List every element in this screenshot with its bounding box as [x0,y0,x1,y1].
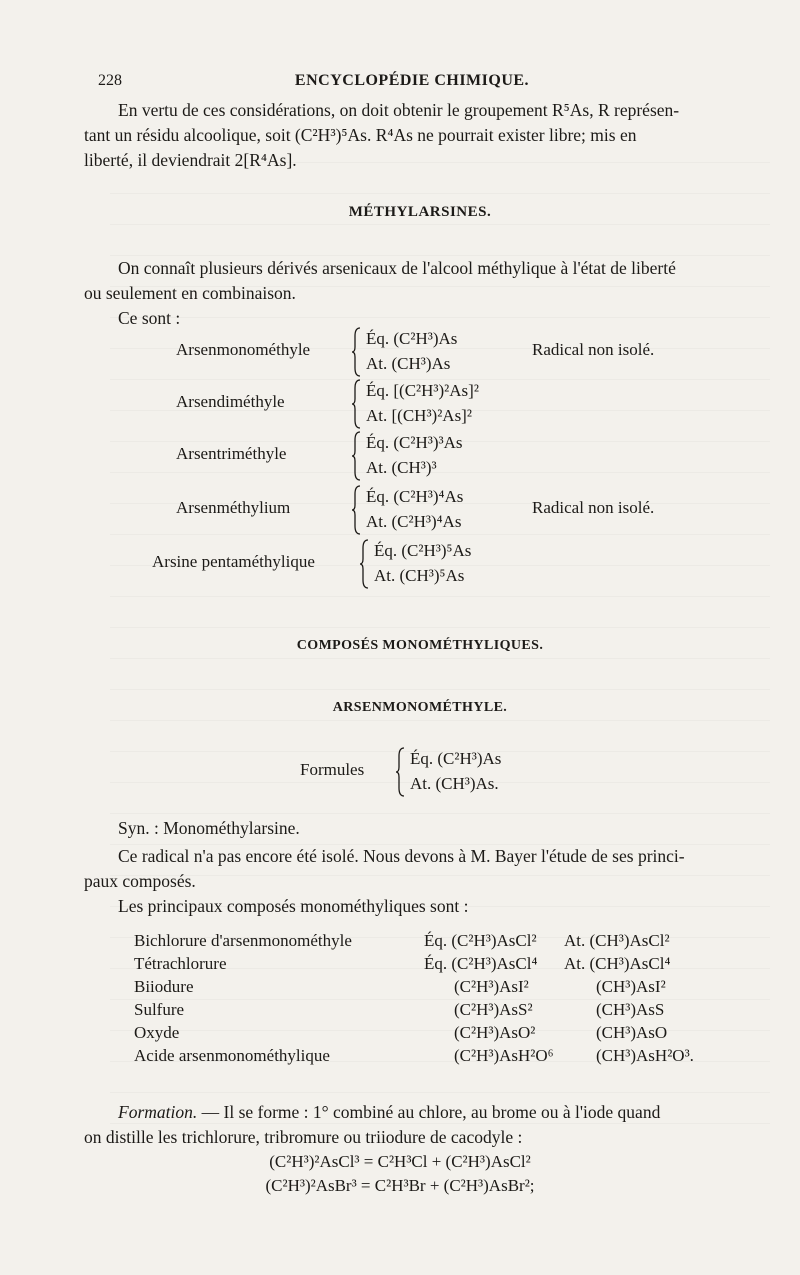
compound-at: At. (CH³)AsCl² [564,931,670,950]
derivative-formulas [366,484,463,534]
derivative-formulas [366,326,457,376]
compound-eq: (C²H³)AsI² [454,977,529,996]
arsenmono-title: ARSENMONOMÉTHYLE. [332,700,508,715]
compound-name: Biiodure [134,977,194,996]
derivative-at: At. (C²H³)⁴As [366,512,462,531]
radical-paragraph [84,844,756,919]
derivative-note: Radical non isolé. [532,340,655,359]
brace-icon [352,484,362,536]
derivative-row [176,484,736,536]
formules-formulas [410,746,501,796]
derivative-formulas [374,538,471,588]
formules-eq: Éq. (C²H³)As [410,749,502,768]
compound-at: (CH³)AsO [596,1023,668,1042]
equation-line: (C²H³)²AsBr³ = C²H³Br + (C²H³)AsBr²; [265,1176,535,1195]
derivative-eq: Éq. (C²H³)⁴As [366,487,464,506]
formation-text: — Il se forme : 1° combiné au chlore, au brome ou à l'iode quand [197,1102,661,1122]
compound-eq: (C²H³)AsS² [454,1000,533,1019]
intro-paragraph [84,98,756,173]
intro-line: liberté, il deviendrait 2[R⁴As]. [84,150,297,170]
derivative-eq: Éq. (C²H³)As [366,329,458,348]
derivative-row [176,430,736,482]
formation-line: on distille les trichlorure, tribromure ou triiodure de cacodyle : [84,1127,523,1147]
derivative-at: At. (CH³)As [366,354,451,373]
brace-icon [396,746,406,798]
derivative-eq: Éq. (C²H³)³As [366,433,463,452]
derivative-note: Radical non isolé. [532,498,655,517]
derivative-row [176,326,736,378]
brace-icon [352,430,362,482]
formules-row [300,746,600,798]
compound-at: (CH³)AsS [596,1000,665,1019]
derivative-eq: Éq. [(C²H³)²As]² [366,381,479,400]
compound-name: Acide arsenmonométhylique [134,1046,330,1065]
compound-eq: Éq. (C²H³)AsCl² [424,931,537,950]
methyl-intro-line: On connaît plusieurs dérivés arsenicaux de l'alcool méthylique à l'état de liberté [118,258,676,278]
brace-icon [360,538,370,590]
compound-name: Oxyde [134,1023,180,1042]
derivative-at: At. (CH³)⁵As [374,566,465,585]
formules-label: Formules [300,760,365,779]
composes-title: COMPOSÉS MONOMÉTHYLIQUES. [296,638,544,653]
radical-line: paux composés. [84,871,196,891]
methyl-intro-paragraph [84,256,756,331]
formation-paragraph [84,1100,756,1150]
radical-line: Les principaux composés monométhyliques sont : [118,896,469,916]
compound-name: Bichlorure d'arsenmonométhyle [134,931,352,950]
derivative-formulas [366,378,479,428]
compound-eq: Éq. (C²H³)AsCl⁴ [424,954,538,973]
intro-line: tant un résidu alcoolique, soit (C²H³)⁵As. R⁴As ne pourrait exister libre; mis en [84,125,637,145]
formation-line [84,1100,756,1125]
running-title: ENCYCLOPÉDIE CHIMIQUE. [294,72,530,89]
synonym-line: Syn. : Monométhylarsine. [118,818,300,838]
derivative-at: At. (CH³)³ [366,458,437,477]
compound-name: Tétrachlorure [134,954,227,973]
derivative-at: At. [(CH³)²As]² [366,406,472,425]
compound-at: At. (CH³)AsCl⁴ [564,954,671,973]
derivative-name: Arsine pentaméthylique [152,552,315,571]
running-header [84,72,740,92]
methyl-intro-line: ou seulement en combinaison. [84,283,296,303]
derivative-formulas [366,430,463,480]
intro-line: En vertu de ces considérations, on doit obtenir le groupement R⁵As, R représen- [118,100,680,120]
derivative-name: Arsentriméthyle [176,444,287,463]
syn-paragraph [84,816,756,841]
compound-at: (CH³)AsH²O³. [596,1046,694,1065]
brace-icon [352,326,362,378]
derivative-eq: Éq. (C²H³)⁵As [374,541,472,560]
equation-line: (C²H³)²AsCl³ = C²H³Cl + (C²H³)AsCl² [269,1152,531,1171]
derivative-row [152,538,712,590]
derivative-name: Arsenmonométhyle [176,340,311,359]
compound-eq: (C²H³)AsO² [454,1023,536,1042]
formules-at: At. (CH³)As. [410,774,499,793]
compound-name: Sulfure [134,1000,185,1019]
derivative-name: Arsenméthylium [176,498,291,517]
derivative-name: Arsendiméthyle [176,392,285,411]
ce-sont-label: Ce sont : [118,308,181,328]
compound-at: (CH³)AsI² [596,977,666,996]
compound-eq: (C²H³)AsH²O⁶ [454,1046,554,1065]
brace-icon [352,378,362,430]
page-number: 228 [98,72,122,89]
derivative-row [176,378,736,430]
formation-label: Formation. [118,1102,198,1122]
radical-line: Ce radical n'a pas encore été isolé. Nous devons à M. Bayer l'étude de ses princi- [118,846,685,866]
section-title: MÉTHYLARSINES. [348,204,492,220]
